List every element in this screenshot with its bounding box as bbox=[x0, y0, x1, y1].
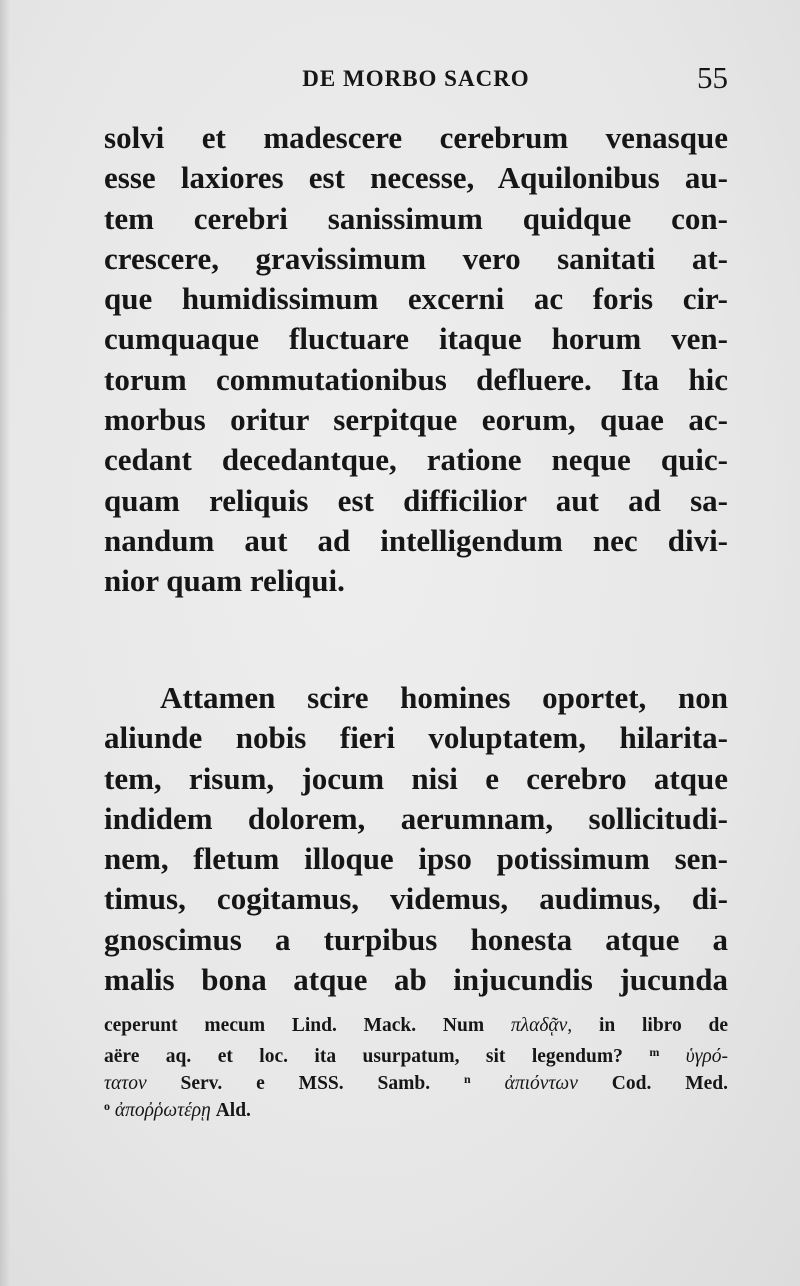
paragraph-1 bbox=[104, 118, 728, 602]
footnote-line bbox=[104, 1066, 728, 1093]
page-header bbox=[104, 60, 728, 100]
text-line: torum commutationibus defluere. Ita hic bbox=[104, 361, 728, 397]
text-line: que humidissimum excerni ac foris cir- bbox=[104, 281, 728, 317]
running-title: DE MORBO SACRO bbox=[302, 66, 530, 91]
text-line: indidem dolorem, aerumnam, sollicitudi- bbox=[104, 800, 728, 836]
footnote-marker: m bbox=[649, 1045, 660, 1059]
text-line: tem, risum, jocum nisi e cerebro atque bbox=[104, 760, 728, 796]
text-line: cumquaque fluctuare itaque horum ven- bbox=[104, 321, 728, 357]
footnote-text: in libro de bbox=[598, 1015, 729, 1036]
footnote-text: Ald. bbox=[215, 1100, 251, 1121]
text-line: crescere, gravissimum vero sanitati at- bbox=[104, 240, 728, 276]
greek-word: ἀποῤῥωτέρῃ bbox=[114, 1100, 211, 1121]
text-line: esse laxiores est necesse, Aquilonibus au- bbox=[104, 160, 728, 196]
footnote-marker: n bbox=[464, 1072, 471, 1086]
greek-word: ὑγρό- bbox=[685, 1046, 728, 1067]
greek-word: τατον bbox=[104, 1073, 147, 1094]
text-line: quam reliquis est difficilior aut ad sa- bbox=[104, 482, 728, 518]
footnote-text: Serv. e MSS. Samb. bbox=[180, 1073, 431, 1094]
text-line: solvi et madescere cerebrum venasque bbox=[104, 120, 728, 155]
text-line: timus, cogitamus, videmus, audimus, di- bbox=[104, 881, 728, 917]
footnote-line bbox=[104, 1039, 728, 1066]
paragraph-2 bbox=[104, 678, 728, 1000]
text-line: malis bona atque ab injucundis jucunda bbox=[104, 962, 728, 998]
footnote-line bbox=[104, 1012, 728, 1039]
text-line: nem, fletum illoque ipso potissimum sen- bbox=[104, 841, 728, 877]
greek-word: ἀπιόντων bbox=[504, 1073, 578, 1094]
text-line: nandum aut ad intelligendum nec divi- bbox=[104, 522, 728, 558]
footnote-text: ceperunt mecum Lind. Mack. Num bbox=[104, 1015, 485, 1036]
greek-word: πλαδᾷν, bbox=[510, 1015, 573, 1036]
footnote-marker: o bbox=[104, 1099, 110, 1113]
text-line: gnoscimus a turpibus honesta atque a bbox=[104, 921, 728, 957]
footnote-line bbox=[104, 1093, 728, 1120]
text-line: morbus oritur serpitque eorum, quae ac- bbox=[104, 402, 728, 438]
text-line: Attamen scire homines oportet, non bbox=[160, 680, 728, 715]
footnotes bbox=[104, 1012, 728, 1120]
footnote-text: Cod. Med. bbox=[611, 1073, 729, 1094]
text-line: aliunde nobis fieri voluptatem, hilarita- bbox=[104, 720, 728, 756]
footnote-text: aëre aq. et loc. ita usurpatum, sit legendum? bbox=[104, 1046, 623, 1067]
text-line: tem cerebri sanissimum quidque con- bbox=[104, 200, 728, 236]
page-edge-shadow bbox=[0, 0, 10, 1286]
text-line: cedant decedantque, ratione neque quic- bbox=[104, 442, 728, 478]
page-number: 55 bbox=[697, 60, 728, 95]
text-line: nior quam reliqui. bbox=[104, 563, 345, 599]
